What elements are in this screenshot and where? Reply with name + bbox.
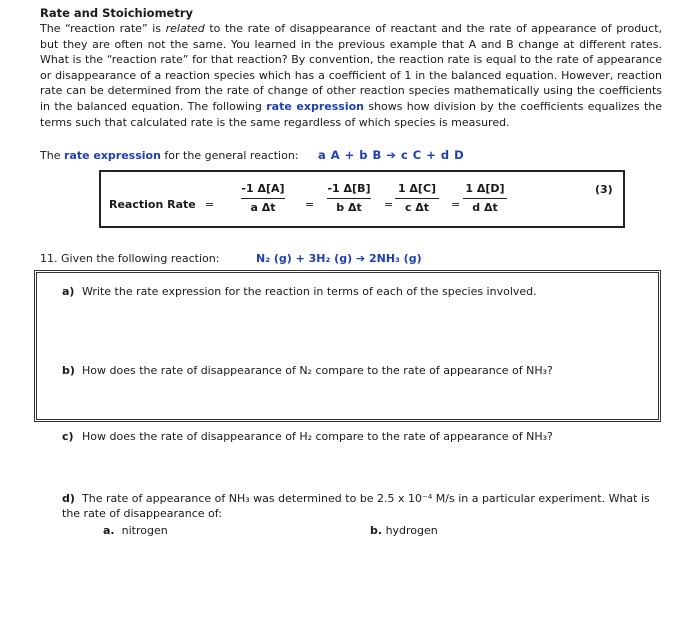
question-c-text: How does the rate of disappearance of H₂ compare to the rate of appearance of NH₃? [82, 430, 553, 443]
question-d-label: d) [62, 492, 75, 505]
intro-text-3: shows how division by the coefficients equalizes the terms such that calculated rate is the same regardless of which species is measured. [40, 99, 663, 129]
intro-text-1: The “reaction rate” is [40, 22, 166, 35]
question-d-text: The rate of appearance of NH₃ was determined to be 2.5 x 10⁻⁴ M/s in a particular experiment. What is the rate of disappearance of: [62, 492, 650, 520]
sub-part-a-text: nitrogen [121, 524, 168, 537]
general-reaction-line [40, 149, 299, 162]
rate-term-d [463, 182, 507, 214]
rate-term-a-numerator: -1 Δ[A] [241, 182, 285, 195]
equals-sign: = [205, 198, 215, 211]
question-a [62, 285, 662, 298]
equals-sign: = [305, 198, 315, 211]
sub-part-a-label: a. [103, 524, 115, 537]
rate-term-b-numerator: -1 Δ[B] [327, 182, 371, 195]
rate-term-b [327, 182, 371, 214]
rate-term-a-denominator: a Δt [250, 201, 276, 214]
rate-term-a [241, 182, 285, 214]
intro-paragraph [40, 21, 662, 130]
sub-part-a [103, 524, 168, 537]
general-reaction-equation: a A + b B ➔ c C + d D [318, 148, 465, 162]
question-11-reaction: N₂ (g) + 3H₂ (g) ➔ 2NH₃ (g) [256, 252, 422, 265]
fraction-bar [327, 198, 371, 199]
general-post: for the general reaction: [160, 149, 299, 162]
equals-sign: = [384, 198, 394, 211]
rate-term-c-numerator: 1 Δ[C] [397, 182, 437, 195]
fraction-bar [463, 198, 507, 199]
rate-term-c [395, 182, 439, 214]
rate-term-d-denominator: d Δt [472, 201, 498, 214]
sub-part-b [370, 524, 438, 537]
question-c-label: c) [62, 430, 74, 443]
equals-sign: = [451, 198, 461, 211]
intro-related: related [165, 22, 205, 35]
question-b-text: How does the rate of disappearance of N₂ compare to the rate of appearance of NH₃? [82, 364, 553, 377]
rate-term-b-denominator: b Δt [336, 201, 362, 214]
rate-term-c-denominator: c Δt [404, 201, 430, 214]
sub-part-b-label: b. [370, 524, 383, 537]
intro-rate-expression: rate expression [266, 99, 365, 113]
rate-term-d-numerator: 1 Δ[D] [465, 182, 505, 195]
equation-number: (3) [595, 183, 613, 196]
question-c [62, 430, 662, 443]
reaction-rate-label: Reaction Rate [109, 198, 196, 211]
question-b [62, 364, 662, 377]
section-title: Rate and Stoichiometry [40, 6, 194, 20]
sub-part-b-text: hydrogen [385, 524, 438, 537]
general-rate-expression: rate expression [63, 149, 161, 162]
question-a-text: Write the rate expression for the reaction in terms of each of the species involved. [82, 285, 537, 298]
question-d [62, 491, 662, 521]
question-b-label: b) [62, 364, 75, 377]
question-11-prompt: 11. Given the following reaction: [40, 252, 220, 265]
fraction-bar [395, 198, 439, 199]
general-pre: The [40, 149, 64, 162]
intro-text-2: to the rate of disappearance of reactant and the rate of appearance of product, but they are often not the same. You learned in the previous example that A and B change at different rates. What is the “reaction rate” for that reaction? By convention, the reaction rate is equal to the rate of appearance or disappearance of a reaction species which has a coefficient of 1 in the balanced equation. However, reaction rate can be determined from the rate of change of other reaction species mathematically using the coefficients in the balanced equation. The following [40, 22, 663, 113]
rate-expression-box [99, 170, 625, 228]
question-a-label: a) [62, 285, 75, 298]
fraction-bar [241, 198, 285, 199]
